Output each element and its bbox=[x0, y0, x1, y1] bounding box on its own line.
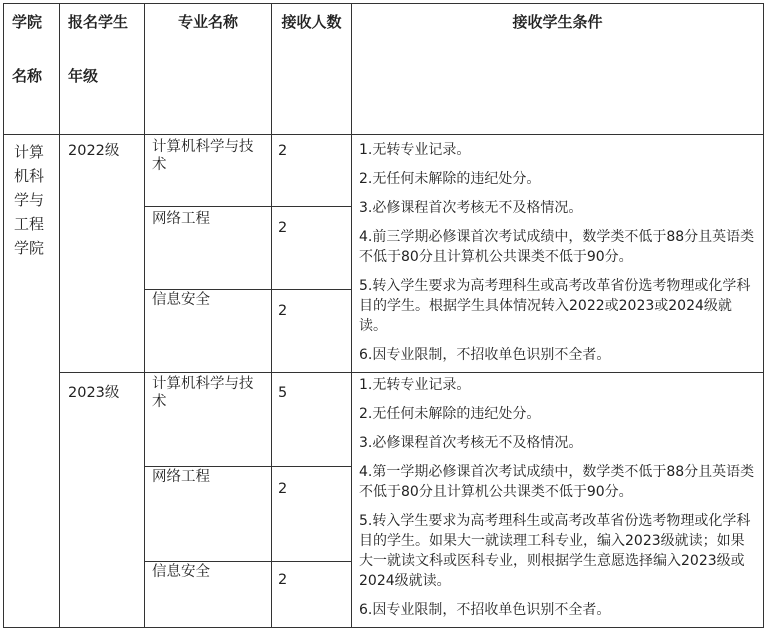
condition-item: 5.转入学生要求为高考理科生或高考改革省份选考物理或化学科目的学生。如果大一就读理工科专业，编入2023级就读；如果大一就读文科或医科专业，则根据学生意愿选择编入2023级或2024级就读。 bbox=[359, 513, 751, 589]
grade-cell-2022: 2022级 bbox=[59, 134, 145, 373]
header-quota: 接收人数 bbox=[271, 3, 352, 135]
major-cell: 信息安全 bbox=[144, 289, 272, 373]
major-cell: 计算机科学与技术 bbox=[144, 372, 272, 467]
major-cell: 信息安全 bbox=[144, 561, 272, 628]
header-conditions: 接收学生条件 bbox=[351, 3, 764, 135]
conditions-cell-2022 bbox=[351, 134, 764, 373]
major-cell: 网络工程 bbox=[144, 206, 272, 290]
condition-item: 6.因专业限制，不招收单色识别不全者。 bbox=[359, 602, 611, 618]
condition-item: 2.无任何未解除的违纪处分。 bbox=[359, 171, 541, 187]
major-cell: 计算机科学与技术 bbox=[144, 134, 272, 207]
header-grade: 报名学生 年级 bbox=[59, 3, 145, 135]
quota-cell: 2 bbox=[271, 561, 352, 628]
condition-item: 3.必修课程首次考核无不及格情况。 bbox=[359, 200, 583, 216]
quota-cell: 2 bbox=[271, 134, 352, 207]
condition-item: 6.因专业限制，不招收单色识别不全者。 bbox=[359, 347, 611, 363]
condition-item: 3.必修课程首次考核无不及格情况。 bbox=[359, 435, 583, 451]
condition-item: 2.无任何未解除的违纪处分。 bbox=[359, 406, 541, 422]
header-major: 专业名称 bbox=[144, 3, 272, 135]
quota-cell: 2 bbox=[271, 206, 352, 290]
condition-item: 5.转入学生要求为高考理科生或高考改革省份选考物理或化学科目的学生。根据学生具体情况转入2022或2023或2024级就读。 bbox=[359, 278, 751, 334]
condition-item: 4.第一学期必修课首次考试成绩中，数学类不低于88分且英语类不低于80分且计算机公共课类不低于90分。 bbox=[359, 464, 755, 500]
college-name-cell: 计算 机科 学与 工程 学院 bbox=[3, 134, 60, 628]
quota-cell: 2 bbox=[271, 289, 352, 373]
condition-item: 1.无转专业记录。 bbox=[359, 142, 471, 158]
quota-cell: 5 bbox=[271, 372, 352, 467]
conditions-cell-2023 bbox=[351, 372, 764, 628]
quota-cell: 2 bbox=[271, 466, 352, 562]
grade-cell-2023: 2023级 bbox=[59, 372, 145, 628]
condition-item: 1.无转专业记录。 bbox=[359, 377, 471, 393]
header-college: 学院 名称 bbox=[3, 3, 60, 135]
condition-item: 4.前三学期必修课首次考试成绩中，数学类不低于88分且英语类不低于80分且计算机公共课类不低于90分。 bbox=[359, 229, 755, 265]
major-cell: 网络工程 bbox=[144, 466, 272, 562]
